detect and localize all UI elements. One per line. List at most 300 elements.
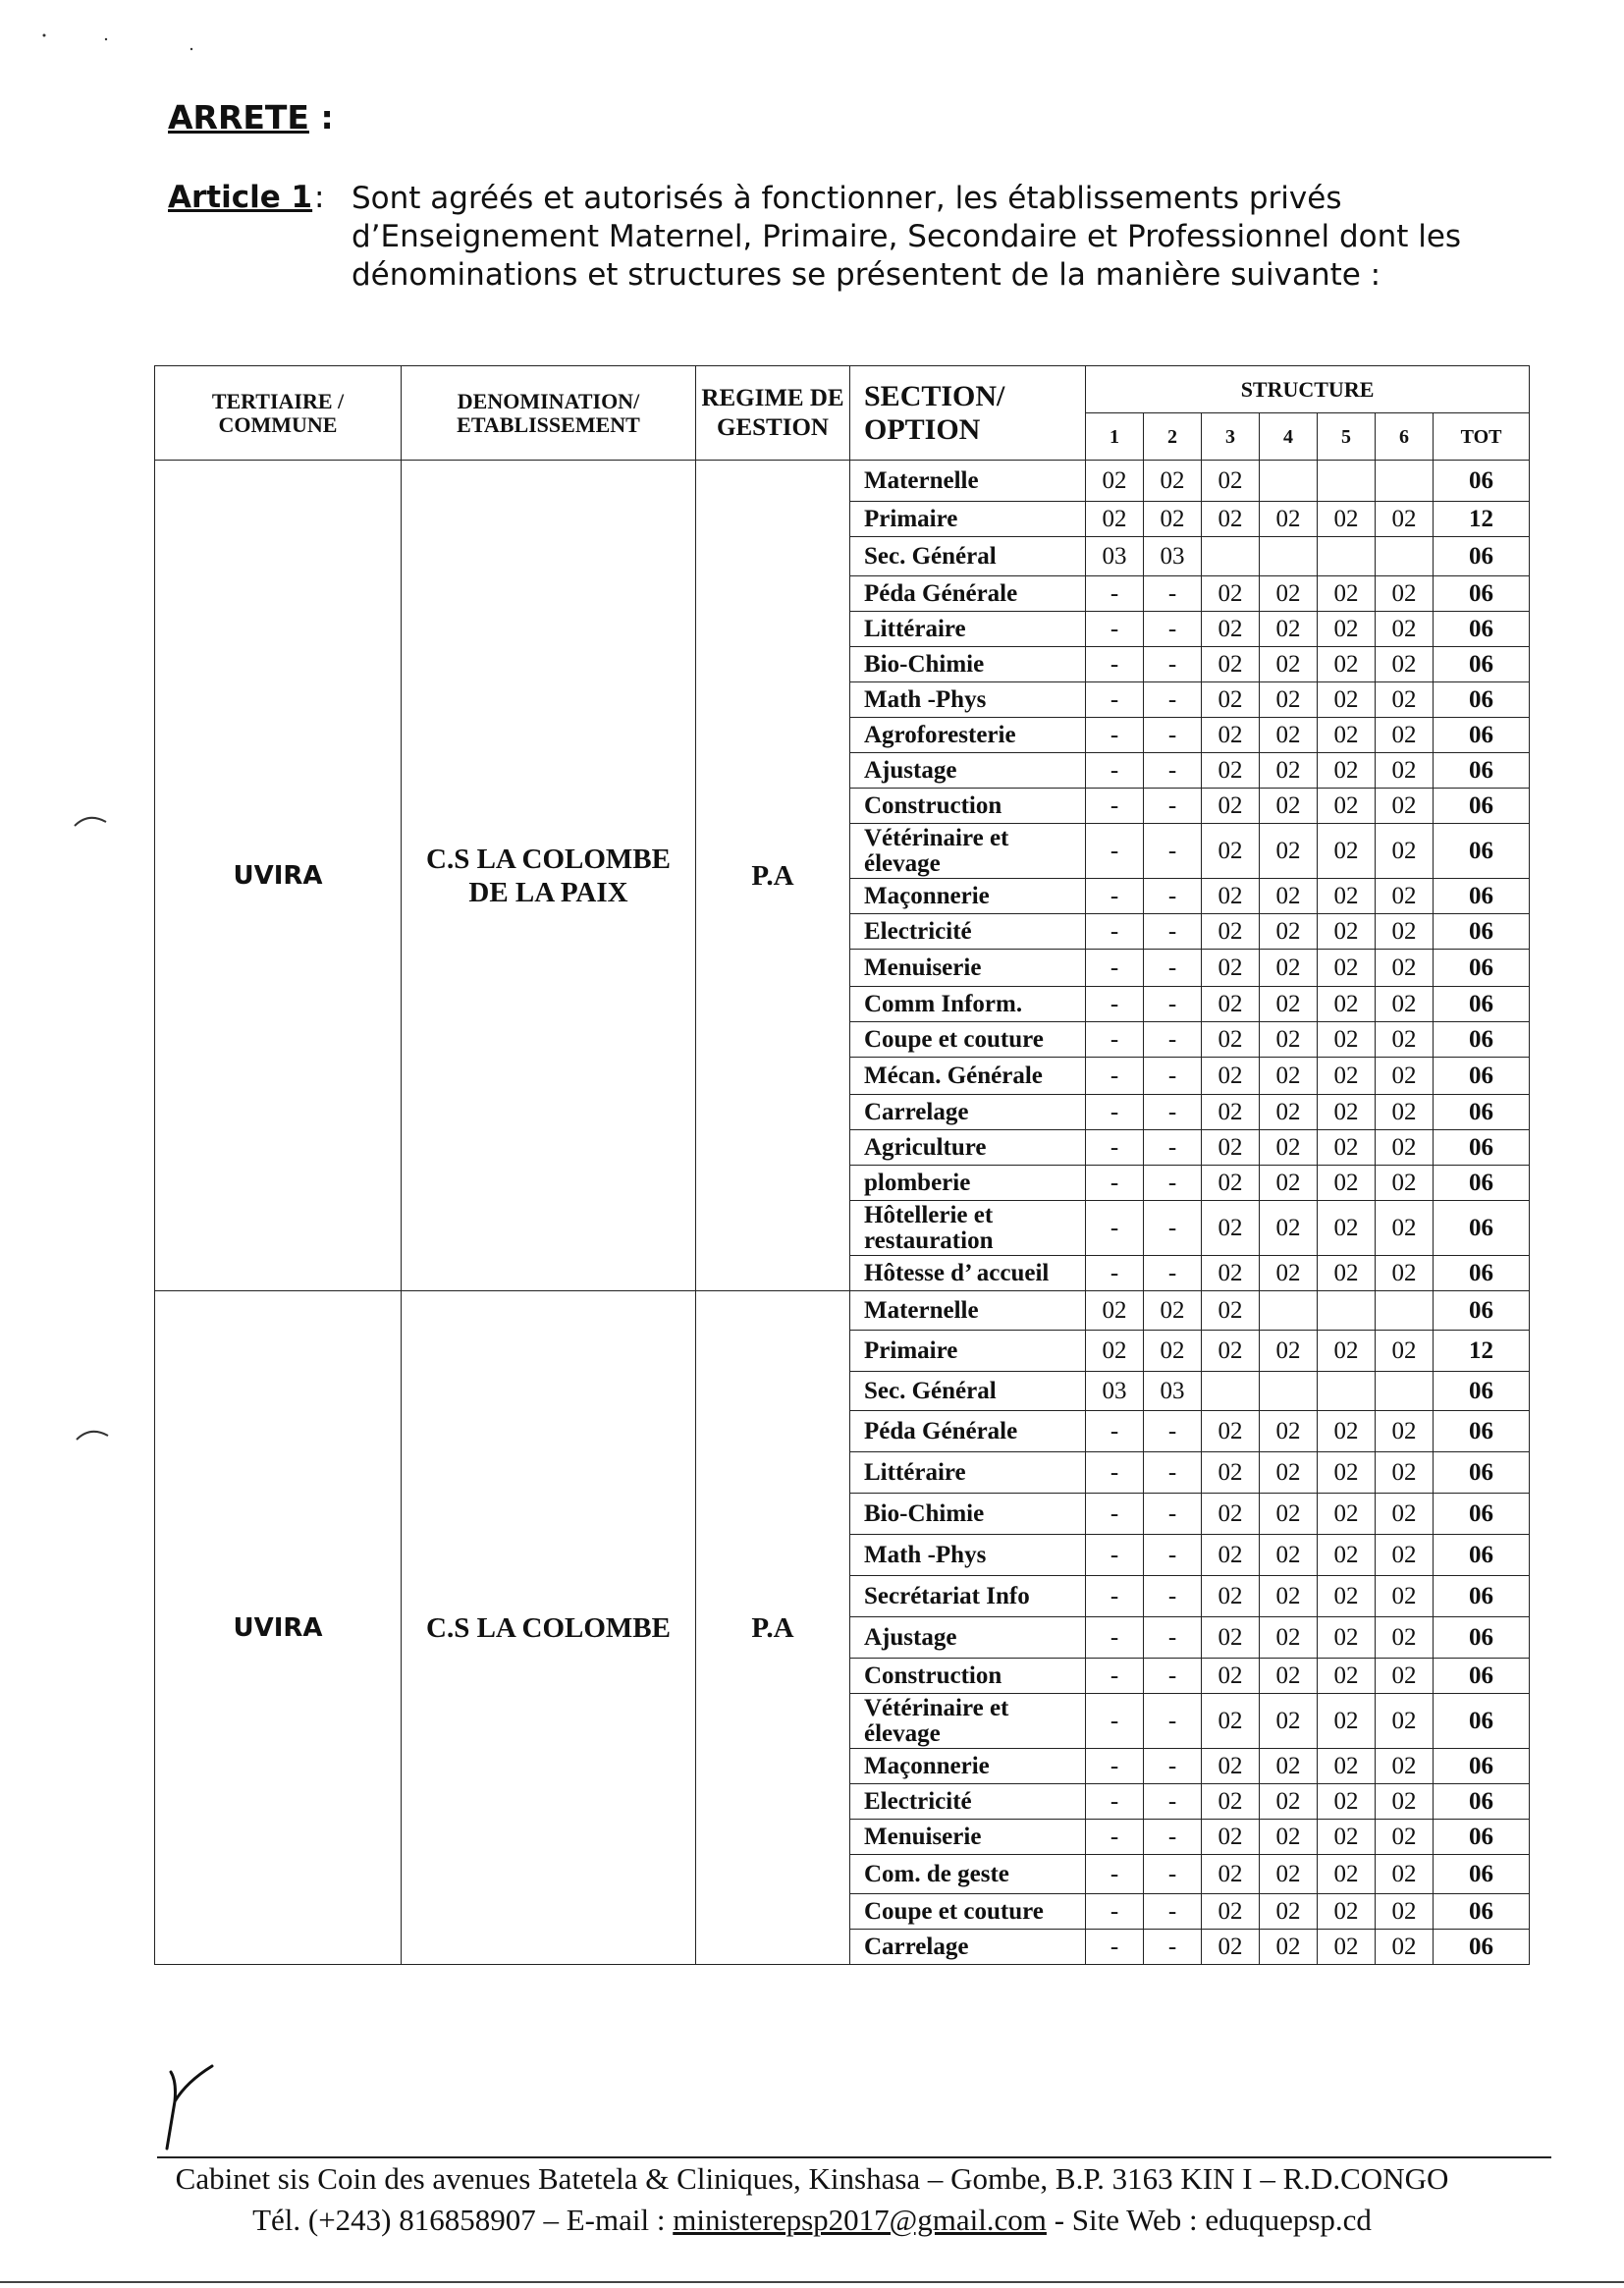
level-cell: 02 xyxy=(1202,612,1260,647)
total-cell: 06 xyxy=(1434,1494,1530,1535)
level-cell: 02 xyxy=(1202,1694,1260,1749)
option-cell: Sec. Général xyxy=(850,1372,1086,1411)
level-cell: - xyxy=(1144,1617,1202,1659)
level-cell: 02 xyxy=(1260,753,1318,789)
header-commune: TERTIAIRE / COMMUNE xyxy=(155,366,402,461)
level-cell: 02 xyxy=(1376,987,1434,1022)
level-cell: - xyxy=(1086,1130,1144,1166)
level-cell: 02 xyxy=(1318,1749,1376,1784)
level-cell: - xyxy=(1086,1617,1144,1659)
level-cell: - xyxy=(1086,1095,1144,1130)
level-cell: 02 xyxy=(1318,1095,1376,1130)
level-cell: 02 xyxy=(1260,1095,1318,1130)
level-cell: - xyxy=(1144,914,1202,950)
level-cell: 02 xyxy=(1144,502,1202,537)
level-cell: 03 xyxy=(1086,1372,1144,1411)
level-cell: - xyxy=(1086,1784,1144,1820)
level-cell: - xyxy=(1144,1855,1202,1894)
level-cell: 02 xyxy=(1202,1659,1260,1694)
level-cell: 02 xyxy=(1260,647,1318,682)
option-cell: Electricité xyxy=(850,1784,1086,1820)
level-cell: - xyxy=(1086,789,1144,824)
level-cell: - xyxy=(1086,1930,1144,1965)
footer-website: - Site Web : eduquepsp.cd xyxy=(1046,2203,1372,2237)
level-cell xyxy=(1318,1372,1376,1411)
level-cell: 02 xyxy=(1318,647,1376,682)
level-cell: - xyxy=(1086,1820,1144,1855)
level-cell: 02 xyxy=(1202,1166,1260,1201)
decree-heading-colon: : xyxy=(320,98,334,136)
level-cell: - xyxy=(1144,987,1202,1022)
level-cell: 02 xyxy=(1376,612,1434,647)
level-cell: 02 xyxy=(1202,576,1260,612)
total-cell: 06 xyxy=(1434,914,1530,950)
header-structure: STRUCTURE xyxy=(1086,366,1530,413)
total-cell: 06 xyxy=(1434,1291,1530,1331)
level-cell: 02 xyxy=(1202,1291,1260,1331)
level-cell: - xyxy=(1144,612,1202,647)
level-cell: 02 xyxy=(1376,824,1434,879)
level-cell: 02 xyxy=(1260,1855,1318,1894)
level-cell: 02 xyxy=(1376,682,1434,718)
table-row xyxy=(155,461,1530,502)
level-cell: - xyxy=(1144,1058,1202,1095)
total-cell: 06 xyxy=(1434,1058,1530,1095)
level-cell: 02 xyxy=(1260,1535,1318,1576)
level-cell: 02 xyxy=(1202,1749,1260,1784)
level-cell: - xyxy=(1144,1749,1202,1784)
level-cell: 02 xyxy=(1376,1820,1434,1855)
level-cell: 02 xyxy=(1202,1411,1260,1452)
level-cell: 02 xyxy=(1376,647,1434,682)
level-cell: 02 xyxy=(1086,461,1144,502)
level-cell: 02 xyxy=(1376,1166,1434,1201)
level-cell: 02 xyxy=(1318,1022,1376,1058)
level-cell: 02 xyxy=(1260,682,1318,718)
total-cell: 12 xyxy=(1434,1331,1530,1372)
option-cell: Ajustage xyxy=(850,1617,1086,1659)
option-cell: Math -Phys xyxy=(850,1535,1086,1576)
level-cell: 02 xyxy=(1376,1452,1434,1494)
level-cell: - xyxy=(1086,718,1144,753)
level-cell: 02 xyxy=(1318,1855,1376,1894)
level-cell: 02 xyxy=(1202,789,1260,824)
level-cell: 02 xyxy=(1318,1058,1376,1095)
level-cell: 02 xyxy=(1318,1130,1376,1166)
level-cell: - xyxy=(1086,914,1144,950)
level-cell: 02 xyxy=(1318,914,1376,950)
option-cell: Ajustage xyxy=(850,753,1086,789)
level-cell: - xyxy=(1144,1576,1202,1617)
level-cell: 02 xyxy=(1260,718,1318,753)
level-cell: 02 xyxy=(1318,1411,1376,1452)
level-cell: 02 xyxy=(1260,1058,1318,1095)
level-cell: - xyxy=(1144,950,1202,987)
level-cell: - xyxy=(1086,1256,1144,1291)
level-cell: - xyxy=(1086,682,1144,718)
level-cell: - xyxy=(1144,879,1202,914)
option-cell: Maçonnerie xyxy=(850,1749,1086,1784)
level-cell: - xyxy=(1086,824,1144,879)
level-cell: 02 xyxy=(1318,1930,1376,1965)
option-cell: Bio-Chimie xyxy=(850,647,1086,682)
level-cell: 02 xyxy=(1260,1411,1318,1452)
total-cell: 06 xyxy=(1434,1855,1530,1894)
schools-structure-table xyxy=(154,365,1530,1965)
level-cell: 02 xyxy=(1260,1331,1318,1372)
level-cell: - xyxy=(1086,1576,1144,1617)
option-cell: Coupe et couture xyxy=(850,1894,1086,1930)
level-cell: 02 xyxy=(1144,461,1202,502)
level-cell: 02 xyxy=(1260,824,1318,879)
total-cell: 06 xyxy=(1434,1201,1530,1256)
level-cell: - xyxy=(1144,1022,1202,1058)
level-cell: 02 xyxy=(1260,1749,1318,1784)
total-cell: 06 xyxy=(1434,1749,1530,1784)
level-cell: - xyxy=(1144,1494,1202,1535)
level-cell: 02 xyxy=(1318,987,1376,1022)
level-cell: 02 xyxy=(1144,1291,1202,1331)
level-cell: 02 xyxy=(1318,1617,1376,1659)
level-cell: 02 xyxy=(1260,1201,1318,1256)
level-cell: - xyxy=(1144,1201,1202,1256)
level-cell xyxy=(1260,461,1318,502)
table-row xyxy=(155,1291,1530,1331)
level-cell: - xyxy=(1086,1411,1144,1452)
total-cell: 06 xyxy=(1434,1022,1530,1058)
level-cell: - xyxy=(1144,1130,1202,1166)
scan-mark-curve-2 xyxy=(75,1424,110,1444)
level-cell: 02 xyxy=(1318,1201,1376,1256)
level-cell: - xyxy=(1144,647,1202,682)
level-cell: 02 xyxy=(1086,502,1144,537)
option-cell: Mécan. Générale xyxy=(850,1058,1086,1095)
level-cell: - xyxy=(1086,1058,1144,1095)
total-cell: 06 xyxy=(1434,1930,1530,1965)
level-cell: 02 xyxy=(1086,1331,1144,1372)
level-cell: - xyxy=(1144,1452,1202,1494)
level-cell: 02 xyxy=(1260,1659,1318,1694)
header-total: TOT xyxy=(1434,413,1530,461)
header-level-1: 1 xyxy=(1086,413,1144,461)
total-cell: 06 xyxy=(1434,1784,1530,1820)
commune-cell: UVIRA xyxy=(155,1291,402,1965)
level-cell: 02 xyxy=(1376,789,1434,824)
level-cell: 02 xyxy=(1260,1820,1318,1855)
option-cell: Littéraire xyxy=(850,1452,1086,1494)
option-cell: Agriculture xyxy=(850,1130,1086,1166)
level-cell: 02 xyxy=(1202,1930,1260,1965)
level-cell: - xyxy=(1086,1894,1144,1930)
level-cell: - xyxy=(1144,789,1202,824)
option-cell: Maternelle xyxy=(850,461,1086,502)
level-cell: 02 xyxy=(1202,879,1260,914)
header-level-3: 3 xyxy=(1202,413,1260,461)
level-cell: 02 xyxy=(1260,502,1318,537)
decree-heading xyxy=(168,98,334,136)
level-cell: 02 xyxy=(1318,824,1376,879)
level-cell: 02 xyxy=(1318,1494,1376,1535)
header-regime: REGIME DE GESTION xyxy=(696,366,850,461)
option-cell: plomberie xyxy=(850,1166,1086,1201)
level-cell: 02 xyxy=(1202,1331,1260,1372)
level-cell: - xyxy=(1086,753,1144,789)
total-cell: 06 xyxy=(1434,1535,1530,1576)
level-cell: 02 xyxy=(1260,1256,1318,1291)
level-cell: - xyxy=(1144,718,1202,753)
level-cell: 02 xyxy=(1260,1494,1318,1535)
footer-rule xyxy=(157,2156,1551,2158)
level-cell xyxy=(1376,537,1434,576)
level-cell: - xyxy=(1086,612,1144,647)
total-cell: 06 xyxy=(1434,1452,1530,1494)
level-cell: 02 xyxy=(1376,1130,1434,1166)
level-cell: 02 xyxy=(1202,682,1260,718)
level-cell: - xyxy=(1086,1855,1144,1894)
level-cell: - xyxy=(1086,1659,1144,1694)
level-cell: 02 xyxy=(1318,879,1376,914)
footer-contact xyxy=(0,2203,1624,2238)
level-cell: 02 xyxy=(1376,1930,1434,1965)
level-cell: 02 xyxy=(1318,950,1376,987)
option-cell: Vétérinaire et élevage xyxy=(850,1694,1086,1749)
level-cell: 02 xyxy=(1376,1494,1434,1535)
level-cell: 02 xyxy=(1260,879,1318,914)
option-cell: Péda Générale xyxy=(850,1411,1086,1452)
total-cell: 06 xyxy=(1434,1130,1530,1166)
level-cell xyxy=(1318,461,1376,502)
level-cell: 02 xyxy=(1202,1130,1260,1166)
level-cell: 02 xyxy=(1376,1022,1434,1058)
level-cell: - xyxy=(1086,576,1144,612)
level-cell: 02 xyxy=(1318,576,1376,612)
level-cell: 02 xyxy=(1260,1166,1318,1201)
total-cell: 06 xyxy=(1434,1095,1530,1130)
total-cell: 06 xyxy=(1434,1617,1530,1659)
total-cell: 06 xyxy=(1434,612,1530,647)
level-cell: 02 xyxy=(1202,647,1260,682)
level-cell: - xyxy=(1144,753,1202,789)
page-bottom-rule xyxy=(0,2281,1624,2283)
level-cell: 02 xyxy=(1318,1166,1376,1201)
level-cell: - xyxy=(1144,1930,1202,1965)
level-cell: 02 xyxy=(1202,824,1260,879)
level-cell xyxy=(1260,1291,1318,1331)
option-cell: Menuiserie xyxy=(850,950,1086,987)
option-cell: Hôtesse d’ accueil xyxy=(850,1256,1086,1291)
level-cell: 02 xyxy=(1260,914,1318,950)
level-cell: 02 xyxy=(1202,987,1260,1022)
level-cell: - xyxy=(1144,1256,1202,1291)
level-cell: 02 xyxy=(1202,914,1260,950)
level-cell: 02 xyxy=(1260,950,1318,987)
total-cell: 06 xyxy=(1434,753,1530,789)
level-cell: 02 xyxy=(1376,914,1434,950)
level-cell: 02 xyxy=(1202,1894,1260,1930)
footer-email-link[interactable]: ministerepsp2017@gmail.com xyxy=(673,2203,1047,2237)
level-cell xyxy=(1376,461,1434,502)
denomination-cell: C.S LA COLOMBE xyxy=(402,1291,696,1965)
level-cell: 02 xyxy=(1202,1576,1260,1617)
total-cell: 06 xyxy=(1434,824,1530,879)
level-cell: 02 xyxy=(1202,1452,1260,1494)
total-cell: 06 xyxy=(1434,1256,1530,1291)
denomination-cell: C.S LA COLOMBE DE LA PAIX xyxy=(402,461,696,1291)
option-cell: Péda Générale xyxy=(850,576,1086,612)
option-cell: Com. de geste xyxy=(850,1855,1086,1894)
level-cell: 02 xyxy=(1260,1022,1318,1058)
option-cell: Primaire xyxy=(850,502,1086,537)
total-cell: 06 xyxy=(1434,682,1530,718)
level-cell: 02 xyxy=(1318,1894,1376,1930)
option-cell: Bio-Chimie xyxy=(850,1494,1086,1535)
level-cell: 02 xyxy=(1202,1535,1260,1576)
header-level-6: 6 xyxy=(1376,413,1434,461)
level-cell: 02 xyxy=(1202,1201,1260,1256)
level-cell: 02 xyxy=(1260,576,1318,612)
level-cell: 02 xyxy=(1202,502,1260,537)
level-cell: - xyxy=(1086,987,1144,1022)
level-cell: 02 xyxy=(1202,1784,1260,1820)
level-cell xyxy=(1318,537,1376,576)
total-cell: 06 xyxy=(1434,1576,1530,1617)
level-cell: 02 xyxy=(1260,1617,1318,1659)
total-cell: 06 xyxy=(1434,576,1530,612)
level-cell: - xyxy=(1144,1784,1202,1820)
option-cell: Hôtellerie et restauration xyxy=(850,1201,1086,1256)
level-cell: 02 xyxy=(1318,1820,1376,1855)
total-cell: 06 xyxy=(1434,789,1530,824)
level-cell xyxy=(1318,1291,1376,1331)
level-cell: 02 xyxy=(1202,1058,1260,1095)
total-cell: 06 xyxy=(1434,1372,1530,1411)
level-cell: 02 xyxy=(1318,1256,1376,1291)
level-cell: 02 xyxy=(1318,502,1376,537)
option-cell: Math -Phys xyxy=(850,682,1086,718)
regime-cell: P.A xyxy=(696,461,850,1291)
level-cell: 02 xyxy=(1376,1411,1434,1452)
option-cell: Carrelage xyxy=(850,1095,1086,1130)
level-cell xyxy=(1202,537,1260,576)
total-cell: 06 xyxy=(1434,647,1530,682)
total-cell: 06 xyxy=(1434,1166,1530,1201)
level-cell: 02 xyxy=(1260,1694,1318,1749)
level-cell: 03 xyxy=(1144,537,1202,576)
level-cell: - xyxy=(1144,1820,1202,1855)
total-cell: 06 xyxy=(1434,1820,1530,1855)
level-cell: 02 xyxy=(1376,1617,1434,1659)
level-cell: - xyxy=(1144,824,1202,879)
level-cell: 02 xyxy=(1318,753,1376,789)
level-cell: 02 xyxy=(1144,1331,1202,1372)
level-cell: 02 xyxy=(1376,1201,1434,1256)
option-cell: Littéraire xyxy=(850,612,1086,647)
option-cell: Maternelle xyxy=(850,1291,1086,1331)
level-cell: 03 xyxy=(1144,1372,1202,1411)
total-cell: 06 xyxy=(1434,1694,1530,1749)
level-cell: - xyxy=(1086,1201,1144,1256)
level-cell: 02 xyxy=(1202,461,1260,502)
level-cell: 02 xyxy=(1202,1095,1260,1130)
level-cell xyxy=(1260,537,1318,576)
level-cell xyxy=(1202,1372,1260,1411)
total-cell: 12 xyxy=(1434,502,1530,537)
header-level-5: 5 xyxy=(1318,413,1376,461)
level-cell: 02 xyxy=(1202,753,1260,789)
scan-mark-dot xyxy=(39,27,196,57)
level-cell: - xyxy=(1144,1659,1202,1694)
article-text: Sont agréés et autorisés à fonctionner, les établissements privés d’Enseignement Maternel, Primaire, Secondaire et Professionnel dont les dénominations et structures se présentent de la manière suivante : xyxy=(352,181,1462,293)
regime-cell: P.A xyxy=(696,1291,850,1965)
level-cell: 02 xyxy=(1376,718,1434,753)
level-cell: 02 xyxy=(1202,1256,1260,1291)
level-cell: 02 xyxy=(1318,1331,1376,1372)
total-cell: 06 xyxy=(1434,537,1530,576)
total-cell: 06 xyxy=(1434,1894,1530,1930)
level-cell xyxy=(1376,1291,1434,1331)
level-cell: 02 xyxy=(1260,1452,1318,1494)
level-cell: - xyxy=(1144,576,1202,612)
level-cell: 02 xyxy=(1376,879,1434,914)
option-cell: Construction xyxy=(850,1659,1086,1694)
option-cell: Menuiserie xyxy=(850,1820,1086,1855)
option-cell: Maçonnerie xyxy=(850,879,1086,914)
level-cell xyxy=(1376,1372,1434,1411)
commune-cell: UVIRA xyxy=(155,461,402,1291)
level-cell: 02 xyxy=(1376,1659,1434,1694)
scan-mark-curve-1 xyxy=(73,810,108,830)
level-cell: - xyxy=(1086,1494,1144,1535)
total-cell: 06 xyxy=(1434,1411,1530,1452)
total-cell: 06 xyxy=(1434,461,1530,502)
level-cell: 02 xyxy=(1376,1256,1434,1291)
total-cell: 06 xyxy=(1434,718,1530,753)
level-cell: 02 xyxy=(1376,1331,1434,1372)
level-cell: 02 xyxy=(1260,1576,1318,1617)
option-cell: Comm Inform. xyxy=(850,987,1086,1022)
level-cell: - xyxy=(1086,950,1144,987)
level-cell: - xyxy=(1086,647,1144,682)
option-cell: Construction xyxy=(850,789,1086,824)
level-cell: 02 xyxy=(1318,1659,1376,1694)
level-cell: 02 xyxy=(1260,1130,1318,1166)
option-cell: Sec. Général xyxy=(850,537,1086,576)
level-cell: 02 xyxy=(1202,1820,1260,1855)
level-cell: - xyxy=(1144,1894,1202,1930)
level-cell: 02 xyxy=(1202,1494,1260,1535)
option-cell: Primaire xyxy=(850,1331,1086,1372)
level-cell: 02 xyxy=(1318,1784,1376,1820)
level-cell: 02 xyxy=(1376,1576,1434,1617)
level-cell xyxy=(1260,1372,1318,1411)
option-cell: Agroforesterie xyxy=(850,718,1086,753)
level-cell: 02 xyxy=(1260,612,1318,647)
article-colon: : xyxy=(314,180,325,215)
total-cell: 06 xyxy=(1434,879,1530,914)
level-cell: 02 xyxy=(1260,1784,1318,1820)
level-cell: 02 xyxy=(1260,789,1318,824)
footer-phone: Tél. (+243) 816858907 – E-mail : xyxy=(252,2203,674,2237)
level-cell: 02 xyxy=(1376,1784,1434,1820)
level-cell: - xyxy=(1144,1095,1202,1130)
level-cell: - xyxy=(1086,879,1144,914)
level-cell: - xyxy=(1086,1166,1144,1201)
option-cell: Carrelage xyxy=(850,1930,1086,1965)
level-cell: 02 xyxy=(1202,1855,1260,1894)
level-cell: 02 xyxy=(1376,1535,1434,1576)
level-cell: - xyxy=(1086,1694,1144,1749)
level-cell: - xyxy=(1086,1535,1144,1576)
